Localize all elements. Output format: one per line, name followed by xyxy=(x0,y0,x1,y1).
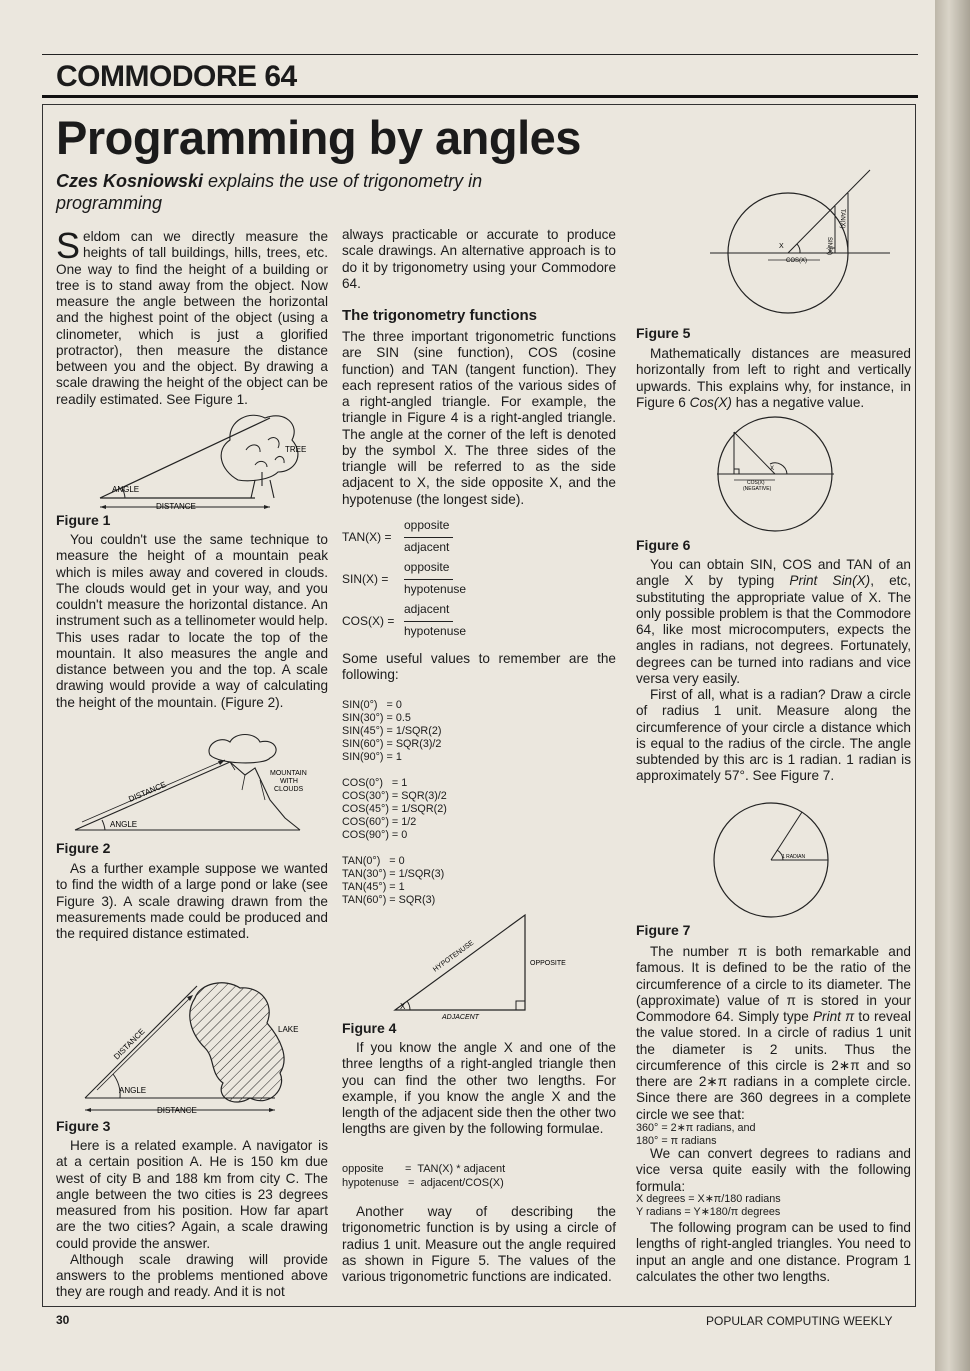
sin-denominator: hypotenuse xyxy=(404,582,467,596)
cos-lhs: COS(X) = xyxy=(342,614,395,628)
sin-values-list xyxy=(342,699,441,764)
fig1-angle-label: ANGLE xyxy=(112,485,140,494)
figure-4-diagram xyxy=(380,910,580,1020)
cos-values-list xyxy=(342,777,447,842)
col3-p2-text-c: , etc, substituting the appropriate value of X. The only possible problem is that the Commodore 64, like most microcomputers, expects the angles in radians, not degrees. Fortunately, degrees can be turned into radians and vice versa very easily. xyxy=(636,573,911,686)
article-title: Programming by angles xyxy=(56,111,581,164)
col3-p3-text: First of all, what is a radian? Draw a circle of radius 1 unit. Measure along the circumference of your circle a distance which is equal to the radius of the circle. The angle subtended by this arc is 1 radian. 1 radian is approximately 57°. See Figure 7. xyxy=(636,687,911,784)
sin-lhs: SIN(X) = xyxy=(342,572,389,586)
section-rule xyxy=(42,95,918,98)
col3-p6-text: The following program can be used to find lengths of right-angled triangles. You need to input an angle and one distance. Program 1 calculates the other two lengths. xyxy=(636,1220,911,1284)
page-number: 30 xyxy=(56,1313,70,1327)
col3-p1-text-b: Cos(X) xyxy=(689,394,732,410)
col2-p2-text: The three important trigonometric functions are SIN (sine function), COS (cosine function) and TAN (tangent function). They each represent ratios of the various sides of a right-angled triangle. For example, the triangle in Figure 4 is a right-angled triangle. The angle at the corner of the left is denoted by the symbol X. The three sides of the triangle will be referred to as the side adjacent to X, the side opposite X, and the hypotenuse (the longest side). xyxy=(342,329,616,507)
figure-6-caption: Figure 6 xyxy=(636,537,691,553)
cos-denominator: hypotenuse xyxy=(404,624,467,638)
col3-para5 xyxy=(636,1146,911,1195)
fig5-tan-label: TAN(X) xyxy=(839,209,845,229)
fig5-cos-label: COS(X) xyxy=(786,258,807,264)
col3-p1-text-a: Mathematically distances are measured horizontally from left to right and vertically upwards. This explains why, for instance, in Figure 6 xyxy=(636,346,911,410)
fig4-x-label: X xyxy=(400,1002,406,1011)
tan-denominator: adjacent xyxy=(404,540,450,554)
page-edge xyxy=(935,0,970,1371)
col3-p4-text-c: to reveal the value stored. In a circle of radius 1 unit the diameter is 2 units. Thus the circumference of this circle is 2∗π and so there are 2∗π radians in a complete circle. Since there are 360 degrees in a complete circle we see that: xyxy=(636,1009,911,1122)
col2-para2 xyxy=(342,329,616,508)
figure-7-diagram xyxy=(706,800,836,920)
fig3-lake-label: LAKE xyxy=(278,1025,299,1034)
col1-para2 xyxy=(56,532,328,711)
col1-p5-text: Although scale drawing will provide answers to the problems mentioned above they are rough and ready. And it is not xyxy=(56,1251,328,1300)
fig2-distance-label: DISTANCE xyxy=(127,779,168,804)
col1-p3-text: As a further example suppose we wanted to find the width of a large pond or lake (see Figure 3). A scale drawing drawn from the measurements made could be produced and the required distance estimated. xyxy=(56,861,328,941)
col2-para1 xyxy=(342,227,616,292)
cos-value: COS(60°) = 1/2 xyxy=(342,816,417,828)
fig2-angle-label: ANGLE xyxy=(110,820,138,829)
col2-p3-text: Some useful values to remember are the following: xyxy=(342,651,616,683)
sin-value: SIN(90°) = 1 xyxy=(342,751,402,763)
subhead-trig-functions: The trigonometry functions xyxy=(342,307,537,324)
col3-p4-text-b: Print π xyxy=(812,1009,855,1024)
col1-para1 xyxy=(56,225,328,408)
fig6-x-label: X xyxy=(770,466,775,472)
col3-p1-text-c: has a negative value. xyxy=(731,394,865,410)
fig3-angle-label: ANGLE xyxy=(119,1086,147,1095)
fig3-distance-label: DISTANCE xyxy=(157,1106,197,1115)
tan-numerator: opposite xyxy=(404,518,453,538)
col2-p4-text: If you know the angle X and one of the three lengths of a right-angled triangle then you can find the other two lengths. For example, if you know the angle X and the length of the adjacent side then the other two lengths are given by the following formulae. xyxy=(342,1040,616,1137)
cos-formula xyxy=(342,602,542,644)
fig3-slope-label: DISTANCE xyxy=(112,1026,147,1062)
cos-value: COS(30°) = SQR(3)/2 xyxy=(342,790,447,802)
col2-p1-text: always practicable or accurate to produce scale drawings. An alternative approach is to do it by trigonometry using your Commodore 64. xyxy=(342,227,616,291)
sin-value: SIN(0°) = 0 xyxy=(342,699,402,711)
col1-para3 xyxy=(56,861,328,942)
tan-lhs: TAN(X) = xyxy=(342,530,392,544)
fig5-sin-label: SIN(X) xyxy=(826,237,832,255)
col1-p2-text: You couldn't use the same technique to measure the height of a mountain peak which is miles away and covered in clouds. The clouds would get in your way, and you couldn't measure the horizontal distance. An instrument such as a tellinometer would help. This uses radar to locate the top of the mountain. It also measures the angle and distance between you and the top. A scale drawing would provide a way of calculating the height of the mountain. (Figure 2). xyxy=(56,532,329,710)
col3-para1 xyxy=(636,346,911,411)
tan-values-list xyxy=(342,855,444,907)
equation-180: 180° = π radians xyxy=(636,1135,717,1147)
col3-para4 xyxy=(636,944,911,1123)
tan-value: TAN(60°) = SQR(3) xyxy=(342,894,436,906)
publication-name: POPULAR COMPUTING WEEKLY xyxy=(706,1314,893,1328)
figure-1-diagram xyxy=(70,410,340,515)
fig6-cos-label: COS(X) xyxy=(747,480,765,486)
cos-value: COS(0°) = 1 xyxy=(342,777,408,789)
tan-value: TAN(45°) = 1 xyxy=(342,881,405,893)
fig4-opp-label: OPPOSITE xyxy=(530,960,566,967)
col3-para2 xyxy=(636,557,911,785)
standfirst-text: explains the use of trigonometry in programming xyxy=(56,171,483,213)
fig2-mountain-label-1: MOUNTAIN xyxy=(270,770,307,777)
fig6-neg-label: (NEGATIVE) xyxy=(743,486,772,492)
cos-numerator: adjacent xyxy=(404,602,453,622)
figure-3-caption: Figure 3 xyxy=(56,1118,111,1134)
ratio-formulas xyxy=(342,518,542,644)
figure-5-diagram xyxy=(700,165,900,325)
figure-4-caption: Figure 4 xyxy=(342,1020,397,1036)
fig5-x-label: X xyxy=(779,243,784,250)
col3-p2-text-b: Print Sin(X) xyxy=(789,573,871,589)
figure-2-caption: Figure 2 xyxy=(56,840,111,856)
fig2-mountain-label-2: WITH xyxy=(280,778,298,785)
standfirst xyxy=(56,170,536,214)
author-name: Czes Kosniowski xyxy=(56,171,204,191)
cos-value: COS(45°) = 1/SQR(2) xyxy=(342,803,447,815)
tan-formula xyxy=(342,518,542,560)
col1-para4 xyxy=(56,1138,328,1301)
col1-p1-text: eldom can we directly measure the heights of tall buildings, hills, trees, etc. One way to find the height of a building or tree is to stand away from the object. Now measure the angle between the horizontal and the highest point of the object (using a clinometer, which is just a glorified protractor), then measure the distance between you and the object. By drawing a scale drawing the height of the object can be readily estimated. See Figure 1. xyxy=(56,229,328,407)
figure-1-caption: Figure 1 xyxy=(56,512,111,528)
top-rule xyxy=(42,54,918,55)
col2-p5-text: Another way of describing the trigonometric function is by using a circle of radius 1 unit. Measure out the angle required as shown in Figure 5. The values of the various trigonometric functions are indicated. xyxy=(342,1204,616,1284)
figure-2-diagram xyxy=(70,730,340,840)
equation-360: 360° = 2∗π radians, and xyxy=(636,1122,756,1134)
tan-value: TAN(30°) = 1/SQR(3) xyxy=(342,868,445,880)
rad-to-deg-formula: Y radians = Y∗180/π degrees xyxy=(636,1206,781,1218)
figure-7-caption: Figure 7 xyxy=(636,922,691,938)
col2-para5 xyxy=(342,1204,616,1285)
cos-value: COS(90°) = 0 xyxy=(342,829,408,841)
fig2-mountain-label-3: CLOUDS xyxy=(274,786,304,793)
col3-para6 xyxy=(636,1220,911,1285)
drop-cap: S xyxy=(56,225,81,266)
fig4-adj-label: ADJACENT xyxy=(442,1014,479,1021)
conversion-formulas xyxy=(636,1193,781,1219)
tan-value: TAN(0°) = 0 xyxy=(342,855,405,867)
length-formulas xyxy=(342,1163,505,1190)
deg-to-rad-formula: X degrees = X∗π/180 radians xyxy=(636,1193,781,1205)
section-heading: COMMODORE 64 xyxy=(56,60,297,93)
figure-3-diagram xyxy=(75,978,335,1118)
figure-5-caption: Figure 5 xyxy=(636,325,691,341)
sin-value: SIN(45°) = 1/SQR(2) xyxy=(342,725,442,737)
col2-para4 xyxy=(342,1040,616,1138)
sin-numerator: opposite xyxy=(404,560,453,580)
radian-equations xyxy=(636,1122,756,1148)
col2-para3 xyxy=(342,651,616,684)
fig7-radian-label: 1 RADIAN xyxy=(782,854,806,860)
figure-6-diagram xyxy=(712,412,842,537)
col3-p5-text: We can convert degrees to radians and vice versa quite easily with the following formula: xyxy=(636,1146,911,1194)
sin-formula xyxy=(342,560,542,602)
sin-value: SIN(60°) = SQR(3)/2 xyxy=(342,738,442,750)
fig1-distance-label: DISTANCE xyxy=(156,502,196,511)
fig1-tree-label: TREE xyxy=(285,445,307,454)
sin-value: SIN(30°) = 0.5 xyxy=(342,712,411,724)
col3-p4-text-a: The number π is both remarkable and famous. It is defined to be the ratio of the circumference of a circle to its diameter. The (approximate) value of π is stored in your Commodore 64. Simply type xyxy=(636,944,911,1024)
col3-p2-text-a: You can obtain SIN, COS and TAN of an angle X by typing xyxy=(636,557,911,589)
opposite-formula: opposite = TAN(X) * adjacent xyxy=(342,1163,506,1175)
col1-p4-text: Here is a related example. A navigator is at a certain position A. He is 150 km due west of city B and 188 km from city C. The angle between the two cities is 23 degrees measured from his position. How far apart are the two cities? Again, a scale drawing could provide the answer. xyxy=(56,1138,328,1251)
hypotenuse-formula: hypotenuse = adjacent/COS(X) xyxy=(342,1176,504,1189)
fig4-hyp-label: HYPOTENUSE xyxy=(432,939,476,974)
